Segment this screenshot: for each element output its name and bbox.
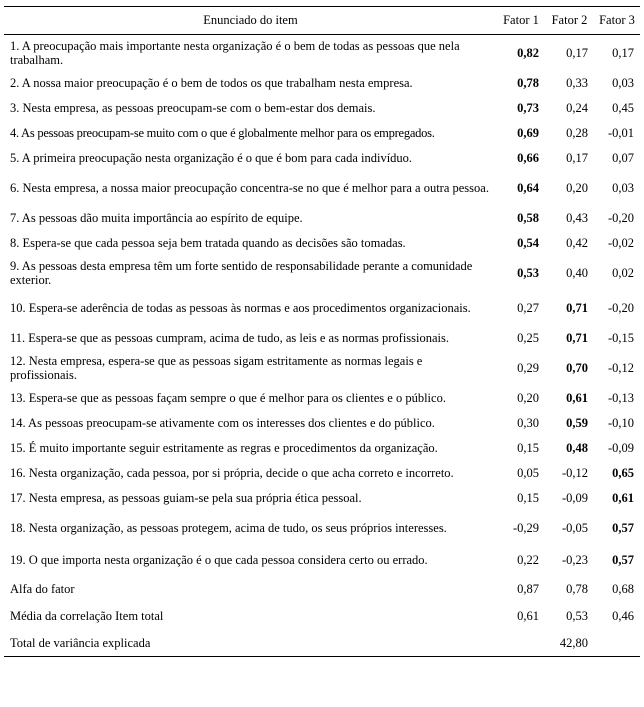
factor-3-value: -0,02 [607,235,634,250]
factor-3-value: -0,12 [607,360,634,375]
mean-correlation-label: Média da correlação Item total [10,608,164,623]
factor-1-value: 0,15 [517,490,539,505]
table-body [4,35,640,657]
item-text: 9. As pessoas desta empresa têm um forte sentido de responsabilidade perante a comunidade exterior. [10,258,473,287]
item-text: 18. Nesta organização, as pessoas protegem, acima de tudo, os seus próprios interesses. [10,520,447,535]
factor-3-value: -0,13 [607,390,634,405]
factor-2-value: 0,61 [566,390,588,405]
factor-2-value: -0,23 [561,553,588,567]
item-text: 2. A nossa maior preocupação é o bem de todos os que trabalham nesta empresa. [10,75,413,90]
alpha-factor-2: 0,78 [566,581,588,596]
table-row [4,350,640,385]
table-row [4,205,640,230]
variance-value: 42,80 [545,629,594,657]
item-text: 5. A primeira preocupação nesta organização é o que é bom para cada indivíduo. [10,150,413,165]
table-row [4,120,640,145]
factor-1-value: 0,22 [517,553,539,567]
factor-2-value: -0,12 [561,465,588,480]
factor-2-value: 0,28 [566,125,588,140]
factor-1-value: 0,78 [517,75,539,90]
factor-1-value: 0,54 [517,235,539,250]
table-row [4,35,640,71]
item-text: 17. Nesta empresa, as pessoas guiam-se pela sua própria ética pessoal. [10,490,362,505]
table-row [4,170,640,205]
factor-loadings-table [4,6,640,657]
table-row [4,70,640,95]
item-text: 6. Nesta empresa, a nossa maior preocupação concentra-se no que é melhor para a outra pessoa. [10,180,489,195]
factor-3-value: 0,02 [612,265,634,280]
factor-3-value: 0,45 [612,100,634,115]
factor-1-value: 0,69 [517,125,539,140]
factor-1-value: -0,29 [512,520,539,535]
table-header-row [4,7,640,35]
factor-2-value: -0,09 [561,490,588,505]
factor-1-value: 0,27 [517,300,539,315]
factor-2-value: 0,42 [566,235,588,250]
table-row [4,485,640,510]
factor-3-value: 0,03 [612,75,634,90]
table-row [4,385,640,410]
factor-2-value: 0,48 [566,440,588,455]
factor-2-value: 0,24 [566,100,588,115]
factor-1-value: 0,29 [517,360,539,375]
mean-factor-1: 0,61 [517,608,539,623]
header-factor-1: Fator 1 [497,7,545,35]
factor-1-value: 0,64 [517,180,539,195]
factor-3-value: 0,17 [612,45,634,60]
factor-1-value: 0,66 [517,150,539,165]
factor-2-value: 0,17 [566,150,588,165]
table-row [4,290,640,325]
factor-2-value: 0,20 [566,180,588,195]
factor-2-value: 0,71 [566,330,588,345]
factor-2-value: 0,33 [566,75,588,90]
item-text: 19. O que importa nesta organização é o que cada pessoa considera certo ou errado. [10,553,428,567]
factor-3-value: 0,03 [612,180,634,195]
factor-2-value: 0,70 [566,360,588,375]
item-text: 13. Espera-se que as pessoas façam sempre o que é melhor para os clientes e o público. [10,390,446,405]
item-text: 3. Nesta empresa, as pessoas preocupam-se com o bem-estar dos demais. [10,100,376,115]
table-row [4,410,640,435]
factor-1-value: 0,30 [517,415,539,430]
factor-1-value: 0,05 [517,465,539,480]
variance-spacer [497,629,545,657]
table-row [4,460,640,485]
factor-2-value: 0,59 [566,415,588,430]
item-text: 10. Espera-se aderência de todas as pessoas às normas e aos procedimentos organizacionais. [10,300,471,315]
factor-1-value: 0,82 [517,45,539,60]
factor-2-value: 0,71 [566,300,588,315]
item-text: 12. Nesta empresa, espera-se que as pessoas sigam estritamente as normas legais e profissionais. [10,353,423,382]
header-item: Enunciado do item [4,7,497,35]
factor-1-value: 0,58 [517,210,539,225]
factor-1-value: 0,15 [517,440,539,455]
item-text: 1. A preocupação mais importante nesta organização é o bem de todas as pessoas que nela trabalham. [10,38,460,67]
table-row [4,545,640,575]
item-text: 15. É muito importante seguir estritamente as regras e procedimentos da organização. [10,440,438,455]
factor-1-value: 0,73 [517,100,539,115]
item-text: 16. Nesta organização, cada pessoa, por si própria, decide o que acha correto e incorreto. [10,465,454,480]
mean-factor-3: 0,46 [612,608,634,623]
item-text: 11. Espera-se que as pessoas cumpram, acima de tudo, as leis e as normas profissionais. [10,330,450,345]
header-factor-2: Fator 2 [545,7,594,35]
table-row [4,145,640,170]
item-text: 14. As pessoas preocupam-se ativamente com os interesses dos clientes e do público. [10,415,435,430]
factor-3-value: -0,01 [607,125,634,140]
item-text: 4. As pessoas preocupam-se muito com o que é globalmente melhor para os empregados. [10,125,435,140]
table-row [4,95,640,120]
factor-3-value: -0,20 [607,210,634,225]
factor-3-value: 0,65 [612,465,634,480]
variance-row [4,629,640,657]
alpha-factor-1: 0,87 [517,581,539,596]
factor-1-value: 0,53 [517,265,539,280]
factor-3-value: -0,15 [607,330,634,345]
header-factor-3: Fator 3 [594,7,640,35]
variance-spacer-2 [594,629,640,657]
table-row [4,325,640,350]
factor-2-value: 0,43 [566,210,588,225]
factor-3-value: 0,57 [612,520,634,535]
mean-correlation-row [4,602,640,629]
factor-2-value: 0,17 [566,45,588,60]
factor-3-value: 0,61 [612,490,634,505]
alpha-label: Alfa do fator [10,581,75,596]
alpha-factor-3: 0,68 [612,581,634,596]
factor-1-value: 0,20 [517,390,539,405]
factor-3-value: -0,20 [607,300,634,315]
factor-1-value: 0,25 [517,330,539,345]
factor-3-value: -0,09 [607,440,634,455]
factor-3-value: 0,07 [612,150,634,165]
mean-factor-2: 0,53 [566,608,588,623]
alpha-row [4,575,640,602]
item-text: 7. As pessoas dão muita importância ao espírito de equipe. [10,210,303,225]
factor-3-value: 0,57 [612,553,634,567]
table-row [4,230,640,255]
table-row [4,510,640,545]
factor-2-value: 0,40 [566,265,588,280]
item-text: 8. Espera-se que cada pessoa seja bem tratada quando as decisões são tomadas. [10,235,406,250]
table-row [4,255,640,290]
table-row [4,435,640,460]
variance-label: Total de variância explicada [4,629,497,657]
factor-2-value: -0,05 [561,520,588,535]
factor-3-value: -0,10 [607,415,634,430]
